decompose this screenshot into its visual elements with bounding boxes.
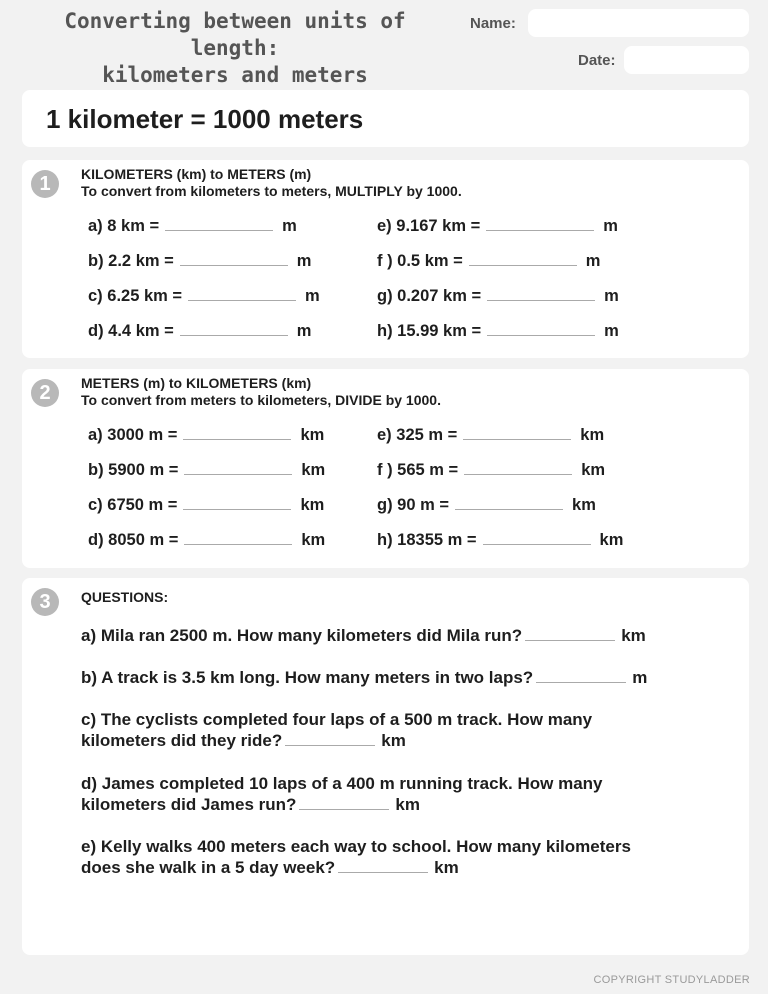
problem-label: e) [377, 217, 392, 235]
problem-prompt: 6.25 km = [107, 287, 183, 305]
question-b [81, 667, 721, 688]
question-text: a) Mila ran 2500 m. How many kilometers did Mila run? [81, 626, 523, 645]
question-text: b) A track is 3.5 km long. How many meters in two laps? [81, 668, 534, 687]
problem-label: h) [377, 322, 393, 340]
answer-blank[interactable] [180, 265, 288, 266]
problem-prompt: 4.4 km = [108, 322, 174, 340]
conversion-rule: 1 kilometer = 1000 meters [46, 104, 364, 134]
problem-label: e) [377, 426, 392, 444]
problem-label: f ) [377, 461, 393, 479]
question-text: e) Kelly walks 400 meters each way to school. How many kilometers [81, 837, 631, 856]
problem-e [377, 217, 618, 236]
problem-unit: m [603, 217, 618, 235]
section-number-badge: 1 [31, 170, 59, 198]
problem-prompt: 15.99 km = [397, 322, 482, 340]
answer-blank[interactable] [487, 335, 595, 336]
question-text-cont: kilometers did they ride? [81, 731, 283, 750]
question-unit: km [621, 626, 646, 645]
title-line-2: kilometers and meters [102, 63, 368, 87]
problem-prompt: 8050 m = [108, 531, 179, 549]
answer-blank[interactable] [469, 265, 577, 266]
problem-label: c) [88, 496, 103, 514]
section-title: KILOMETERS (km) to METERS (m) [81, 166, 312, 182]
problem-prompt: 90 m = [397, 496, 450, 514]
answer-blank[interactable] [180, 335, 288, 336]
answer-blank[interactable] [165, 230, 273, 231]
problem-label: h) [377, 531, 393, 549]
question-text-cont: kilometers did James run? [81, 795, 297, 814]
question-text-cont: does she walk in a 5 day week? [81, 858, 336, 877]
section-number-badge: 2 [31, 379, 59, 407]
problem-unit: km [580, 426, 605, 444]
problem-unit: km [301, 461, 326, 479]
answer-blank[interactable] [487, 300, 595, 301]
question-e [81, 836, 721, 878]
answer-blank[interactable] [184, 474, 292, 475]
problem-unit: km [301, 531, 326, 549]
problem-a [88, 426, 324, 445]
title-line-1: Converting between units of length: [64, 9, 406, 60]
problem-e [377, 426, 604, 445]
question-a [81, 625, 721, 646]
problem-c [88, 496, 324, 515]
problem-unit: m [305, 287, 320, 305]
problem-unit: km [599, 531, 624, 549]
copyright-footer: COPYRIGHT STUDYLADDER [593, 974, 750, 986]
section-title: METERS (m) to KILOMETERS (km) [81, 375, 312, 391]
problem-prompt: 8 km = [107, 217, 160, 235]
question-text: c) The cyclists completed four laps of a 500 m track. How many [81, 710, 593, 729]
answer-blank[interactable] [536, 682, 626, 683]
problem-prompt: 6750 m = [107, 496, 178, 514]
worksheet-title [20, 8, 450, 89]
question-unit: km [381, 731, 406, 750]
problem-b [88, 461, 325, 480]
question-d [81, 773, 721, 815]
problem-prompt: 9.167 km = [396, 217, 481, 235]
problem-label: g) [377, 496, 393, 514]
problem-prompt: 0.207 km = [397, 287, 482, 305]
problem-c [88, 287, 320, 306]
problem-label: c) [88, 287, 103, 305]
section-title: QUESTIONS: [81, 589, 169, 605]
problem-d [88, 531, 325, 550]
section-km-to-m [22, 160, 749, 358]
question-c [81, 709, 721, 751]
answer-blank[interactable] [455, 509, 563, 510]
problem-unit: m [585, 252, 601, 270]
problem-label: g) [377, 287, 393, 305]
problem-unit: km [300, 496, 325, 514]
section-questions [22, 578, 749, 955]
problem-unit: km [581, 461, 606, 479]
answer-blank[interactable] [188, 300, 296, 301]
problem-unit: km [300, 426, 325, 444]
section-heading [81, 166, 462, 200]
name-label: Name: [470, 15, 516, 32]
problem-prompt: 18355 m = [397, 531, 477, 549]
question-unit: m [632, 668, 648, 687]
date-field[interactable] [624, 46, 749, 74]
problem-g [377, 496, 596, 515]
problem-label: f ) [377, 252, 393, 270]
question-unit: km [434, 858, 459, 877]
question-unit: km [395, 795, 420, 814]
problem-g [377, 287, 619, 306]
problem-h [377, 531, 623, 550]
section-heading [81, 375, 441, 409]
problem-label: b) [88, 252, 104, 270]
problem-h [377, 322, 619, 341]
problem-f [377, 461, 605, 480]
problem-prompt: 0.5 km = [397, 252, 463, 270]
answer-blank[interactable] [183, 509, 291, 510]
date-label: Date: [578, 52, 616, 69]
problem-prompt: 2.2 km = [108, 252, 174, 270]
problem-label: b) [88, 461, 104, 479]
answer-blank[interactable] [483, 544, 591, 545]
problem-f [377, 252, 600, 271]
problem-b [88, 252, 311, 271]
section-instruction: To convert from meters to kilometers, DIVIDE by 1000. [81, 392, 441, 408]
name-field[interactable] [528, 9, 749, 37]
answer-blank[interactable] [486, 230, 594, 231]
answer-blank[interactable] [285, 745, 375, 746]
section-number-badge: 3 [31, 588, 59, 616]
problem-label: d) [88, 322, 104, 340]
problem-unit: m [604, 322, 619, 340]
problem-unit: m [604, 287, 619, 305]
answer-blank[interactable] [463, 439, 571, 440]
problem-label: d) [88, 531, 104, 549]
answer-blank[interactable] [464, 474, 572, 475]
problem-prompt: 325 m = [396, 426, 458, 444]
problem-unit: km [572, 496, 596, 514]
conversion-banner [22, 90, 749, 147]
problem-a [88, 217, 297, 236]
question-text: d) James completed 10 laps of a 400 m running track. How many [81, 774, 603, 793]
answer-blank[interactable] [184, 544, 292, 545]
answer-blank[interactable] [299, 809, 389, 810]
problem-unit: m [282, 217, 297, 235]
problem-d [88, 322, 311, 341]
problem-label: a) [88, 217, 103, 235]
problem-prompt: 3000 m = [107, 426, 178, 444]
problem-prompt: 565 m = [397, 461, 459, 479]
answer-blank[interactable] [525, 640, 615, 641]
answer-blank[interactable] [338, 872, 428, 873]
problem-label: a) [88, 426, 103, 444]
problem-prompt: 5900 m = [108, 461, 179, 479]
section-m-to-km [22, 369, 749, 568]
answer-blank[interactable] [183, 439, 291, 440]
problem-unit: m [296, 252, 312, 270]
problem-unit: m [296, 322, 312, 340]
section-instruction: To convert from kilometers to meters, MULTIPLY by 1000. [81, 183, 462, 199]
